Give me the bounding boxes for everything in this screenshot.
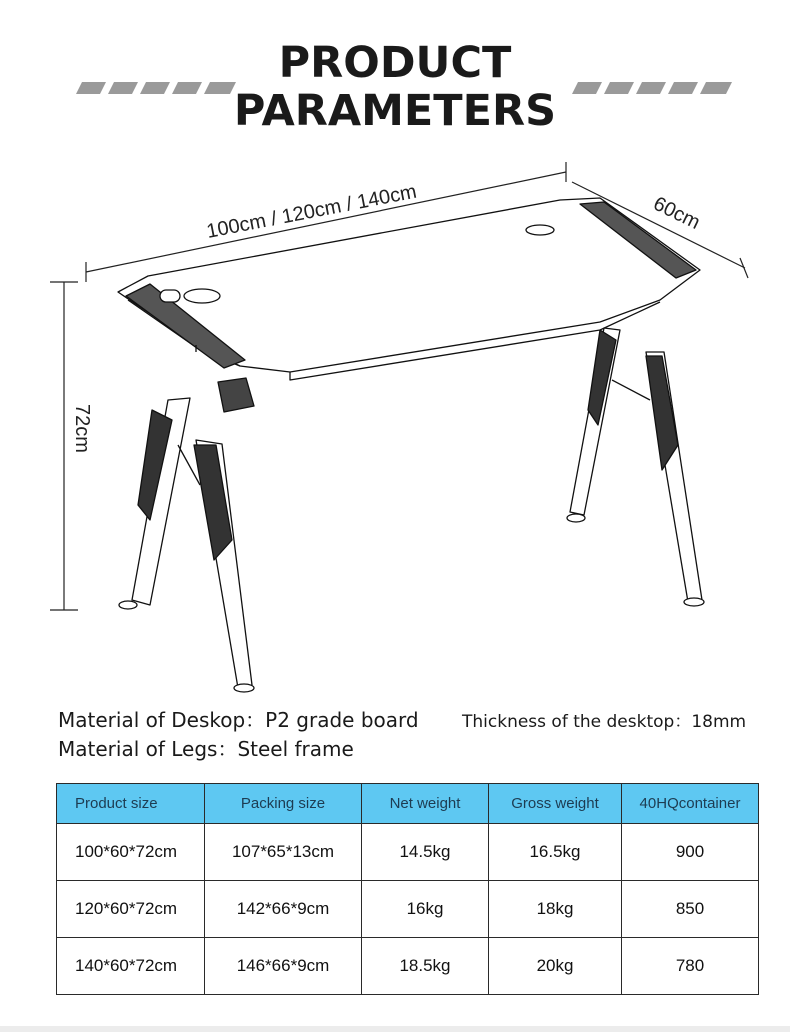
header-product-size: Product size — [57, 784, 205, 824]
cell-gross-weight: 18kg — [489, 881, 622, 938]
table-row — [57, 824, 759, 881]
page-title-line1: PRODUCT — [278, 38, 512, 88]
header-gross-weight: Gross weight — [489, 784, 622, 824]
width-dimension-label: 100cm / 120cm / 140cm — [204, 180, 419, 243]
cell-packing-size: 146*66*9cm — [205, 938, 362, 995]
cell-gross-weight: 16.5kg — [489, 824, 622, 881]
decorative-stripes-right — [572, 82, 732, 94]
cell-packing-size: 107*65*13cm — [205, 824, 362, 881]
cell-net-weight: 18.5kg — [362, 938, 489, 995]
header-packing-size: Packing size — [205, 784, 362, 824]
desk-illustration — [118, 198, 704, 692]
cell-container: 780 — [622, 938, 759, 995]
table-row — [57, 881, 759, 938]
cell-product-size: 100*60*72cm — [57, 824, 205, 881]
page-title-line2: PARAMETERS — [233, 86, 557, 136]
decorative-stripes-left — [76, 82, 236, 94]
height-dimension-label: 72cm — [71, 404, 93, 453]
cell-net-weight: 16kg — [362, 881, 489, 938]
depth-dimension-label: 60cm — [649, 192, 704, 234]
spec-desktop-material: Material of Deskop：P2 grade board — [58, 708, 419, 732]
table-row — [57, 938, 759, 995]
cell-container: 850 — [622, 881, 759, 938]
cell-container: 900 — [622, 824, 759, 881]
table-header-row — [57, 784, 759, 824]
cell-net-weight: 14.5kg — [362, 824, 489, 881]
cell-product-size: 140*60*72cm — [57, 938, 205, 995]
cell-packing-size: 142*66*9cm — [205, 881, 362, 938]
parameters-table — [56, 783, 759, 995]
bottom-band — [0, 1026, 790, 1032]
header-container: 40HQcontainer — [622, 784, 759, 824]
spec-legs-material: Material of Legs：Steel frame — [58, 737, 354, 761]
spec-desktop-thickness: Thickness of the desktop：18mm — [462, 712, 747, 732]
cell-gross-weight: 20kg — [489, 938, 622, 995]
cell-product-size: 120*60*72cm — [57, 881, 205, 938]
desk-diagram — [0, 150, 790, 710]
header-net-weight: Net weight — [362, 784, 489, 824]
